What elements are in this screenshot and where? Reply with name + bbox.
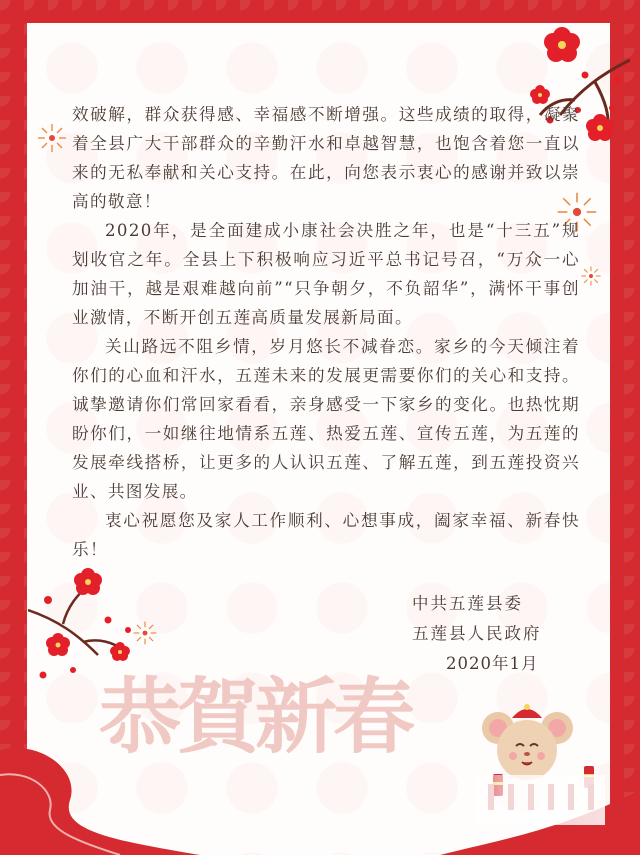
- new-year-greeting: [95, 665, 440, 765]
- signature-date: 2020年1月: [446, 654, 539, 673]
- signature-party-committee: 中共五莲县委: [412, 594, 523, 613]
- letter-paragraph: 关山路远不阻乡情，岁月悠长不减眷恋。家乡的今天倾注着你们的心血和汗水，五莲未来的发展更需要你们的关心和支持。诚挚邀请你们常回家看看，亲身感受一下家乡的变化。也热忱期盼你们，一如继往地情系五莲、热爱五莲、宣传五莲，为五莲的发展牵线搭桥，让更多的人认识五莲、了解五莲，到五莲投资兴业、共图发展。: [72, 337, 580, 501]
- greeting-text: 恭賀新春: [99, 669, 412, 765]
- watermark-mark: [528, 784, 534, 810]
- signature-government: 五莲县人民政府: [412, 624, 542, 643]
- letter-paragraph: 2020年，是全面建成小康社会决胜之年，也是“十三五”规划收官之年。全县上下积极响应习近平总书记号召，“万众一心加油干，越是艰难越向前”“只争朝夕，不负韶华”，满怀干事创业激情，不断开创五莲高质量发展新局面。: [72, 221, 580, 327]
- firework-icon: [36, 122, 68, 154]
- watermark-mark: [568, 784, 574, 810]
- greeting-calligraphy: [95, 665, 440, 765]
- watermark-mark: [508, 784, 514, 810]
- firework-icon: [580, 265, 602, 287]
- letter-paragraph: 效破解，群众获得感、幸福感不断增强。这些成绩的取得，凝聚着全县广大干部群众的辛勤汗水和卓越智慧，也饱含着您一直以来的无私奉献和关心支持。在此，向您表示衷心的感谢并致以崇高的敬意！: [72, 105, 580, 211]
- watermark-mark: [548, 784, 554, 810]
- watermark-mark: [488, 784, 494, 810]
- letter-body: [72, 100, 580, 564]
- letter-paragraph: 衷心祝愿您及家人工作顺利、心想事成，阖家幸福、新春快乐！: [72, 511, 580, 559]
- watermark-mark: [588, 784, 594, 810]
